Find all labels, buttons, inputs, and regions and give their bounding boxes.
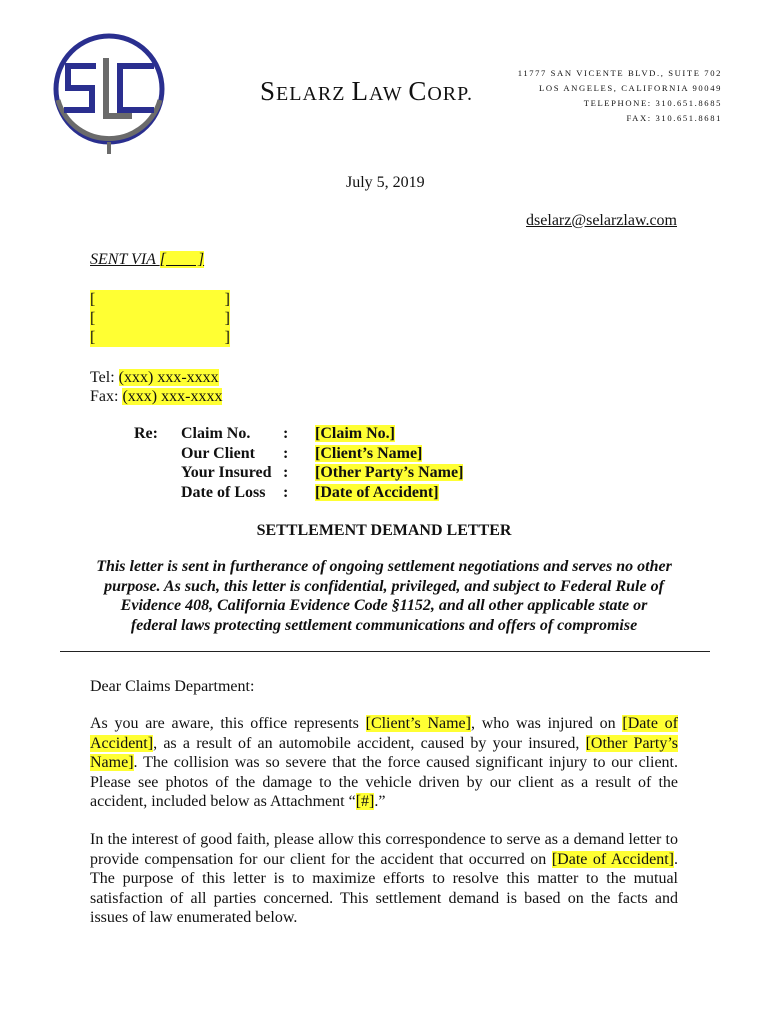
recipient-line: [ ] bbox=[90, 329, 230, 346]
divider bbox=[60, 651, 710, 652]
claim-number: [Claim No.] bbox=[315, 425, 395, 442]
re-block bbox=[134, 424, 463, 502]
body-paragraph: As you are aware, this office represents [Client’s Name], who was injured on [Date of Accident], as a result of an automobile accident, caused by your insured, [Other Party’s Name]. The collision was so severe that the force caused significant injury to our client. Please see photos of the damage to the vehicle driven by our client as a result of the accident, included below as Attachment “[#].” bbox=[90, 715, 679, 810]
tel-line: Tel: (xxx) xxx-xxxx bbox=[90, 369, 219, 386]
firm-address bbox=[518, 66, 722, 126]
re-row: Re: Claim No. : [Claim No.] bbox=[134, 425, 395, 442]
re-row: Our Client : [Client’s Name] bbox=[181, 444, 423, 462]
client-name: [Client’s Name] bbox=[315, 444, 423, 462]
confidentiality-notice: This letter is sent in furtherance of ongoing settlement negotiations and serves no other purpose. As such, this letter is confidential, privileged, and subject to Federal Rule of Evidence 408, California Evidence Code §1152, and all other applicable state or federal laws protecting settlement communications and offers of compromise bbox=[96, 558, 672, 634]
recipient-address bbox=[90, 290, 230, 347]
sent-via: SENT VIA [ ] bbox=[90, 251, 205, 268]
letter-date: July 5, 2019 bbox=[346, 174, 425, 191]
re-row: Your Insured : [Other Party’s Name] bbox=[181, 464, 464, 481]
recipient-line: [ ] bbox=[90, 310, 230, 327]
address-line: 11777 SAN VICENTE BLVD., SUITE 702 bbox=[517, 68, 722, 78]
fax-line: FAX: 310.651.8681 bbox=[626, 113, 722, 123]
firm-logo bbox=[50, 30, 168, 154]
body-paragraph: In the interest of good faith, please allow this correspondence to serve as a demand letter to provide compensation for our client for the accident that occurred on [Date of Accident]. The purpose of this letter is to maximize efforts to resolve this matter to the mutual satisfaction of all parties concerned. This settlement demand is based on the facts and issues of law enumerated below. bbox=[90, 831, 678, 926]
email-link[interactable]: dselarz@selarzlaw.com bbox=[526, 212, 677, 229]
telephone-line: TELEPHONE: 310.651.8685 bbox=[583, 98, 722, 108]
recipient-line: [ ] bbox=[90, 291, 230, 308]
fax-line: Fax: (xxx) xxx-xxxx bbox=[90, 388, 223, 405]
sent-via-placeholder: [ ] bbox=[159, 251, 205, 268]
re-row: Date of Loss : [Date of Accident] bbox=[181, 483, 439, 501]
recipient-contact bbox=[90, 368, 222, 406]
firm-name: SELARZ LAW CORP. bbox=[260, 76, 474, 106]
letter-heading: SETTLEMENT DEMAND LETTER bbox=[256, 522, 512, 539]
salutation: Dear Claims Department: bbox=[90, 678, 255, 695]
date-of-loss: [Date of Accident] bbox=[315, 483, 439, 501]
address-line: LOS ANGELES, CALIFORNIA 90049 bbox=[539, 83, 722, 93]
insured-name: [Other Party’s Name] bbox=[315, 464, 464, 481]
